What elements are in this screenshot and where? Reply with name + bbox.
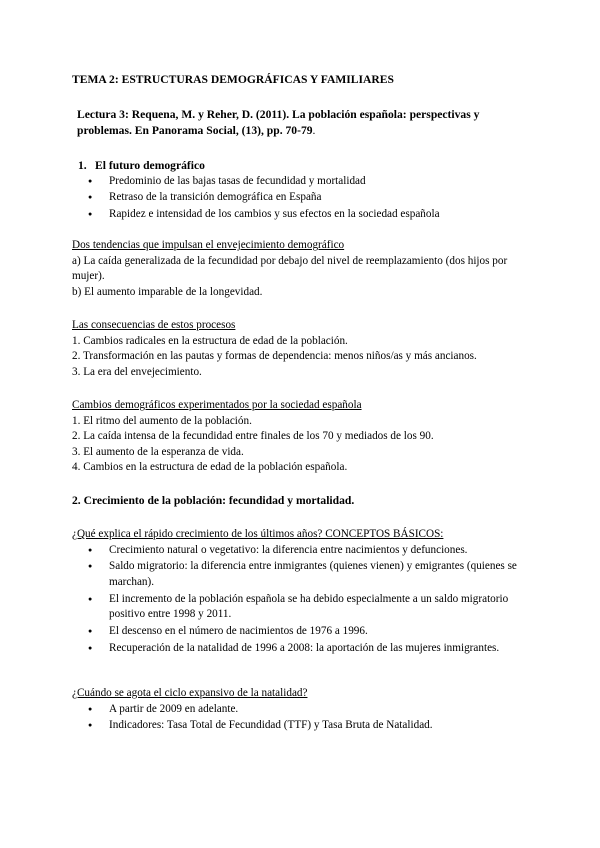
- tendencias-line: b) El aumento imparable de la longevidad.: [72, 285, 263, 298]
- section-1-heading: [72, 158, 532, 174]
- consecuencias-line: 2. Transformación en las pautas y formas de dependencia: menos niños/as y más ancianos.: [72, 350, 477, 363]
- section-1: [72, 158, 532, 224]
- explica-block: [72, 527, 532, 658]
- reading-reference-tail: .: [312, 124, 316, 137]
- list-item: ● Indicadores: Tasa Total de Fecundidad (TTF) y Tasa Bruta de Natalidad.: [72, 718, 532, 734]
- list-item: ● Predominio de las bajas tasas de fecundidad y mortalidad: [72, 174, 532, 190]
- list-item: ● Recuperación de la natalidad de 1996 a 2008: la aportación de las mujeres inmigrantes.: [72, 641, 532, 657]
- cambios-line: 3. El aumento de la esperanza de vida.: [72, 445, 244, 458]
- consecuencias-line: 1. Cambios radicales en la estructura de edad de la población.: [72, 334, 348, 347]
- list-item: ● Retraso de la transición demográfica en España: [72, 190, 532, 206]
- section-1-title: El futuro demográfico: [95, 159, 205, 172]
- tendencias-line: a) La caída generalizada de la fecundidad por debajo del nivel de reemplazamiento (dos hijos por mujer).: [72, 254, 508, 283]
- cambios-block: [72, 398, 532, 476]
- agota-bullets: [72, 702, 532, 734]
- agota-block: [72, 686, 532, 735]
- consecuencias-block: [72, 318, 532, 380]
- explica-heading: ¿Qué explica el rápido crecimiento de los últimos años? CONCEPTOS BÁSICOS:: [72, 528, 444, 540]
- cambios-heading: Cambios demográficos experimentados por la sociedad española: [72, 399, 362, 411]
- list-item: ● Saldo migratorio: la diferencia entre inmigrantes (quienes vienen) y emigrantes (quienes se marchan).: [72, 559, 532, 590]
- explica-bullets: [72, 543, 532, 657]
- section-1-bullets: [72, 174, 532, 223]
- section-1-number: 1.: [78, 159, 87, 172]
- cambios-line: 4. Cambios en la estructura de edad de la población española.: [72, 461, 348, 474]
- document-title: TEMA 2: ESTRUCTURAS DEMOGRÁFICAS Y FAMILIARES: [72, 73, 394, 86]
- cambios-line: 2. La caída intensa de la fecundidad entre finales de los 70 y mediados de los 90.: [72, 430, 434, 443]
- list-item: ● Rapidez e intensidad de los cambios y sus efectos en la sociedad española: [72, 207, 532, 223]
- list-item: ● A partir de 2009 en adelante.: [72, 702, 532, 718]
- reading-reference: [72, 107, 532, 139]
- tendencias-block: [72, 238, 532, 300]
- consecuencias-heading: Las consecuencias de estos procesos: [72, 319, 236, 331]
- list-item: ● El incremento de la población española se ha debido especialmente a un saldo migratorio positivo entre 1998 y 2011.: [72, 592, 532, 623]
- list-item: ● Crecimiento natural o vegetativo: la diferencia entre nacimientos y defunciones.: [72, 543, 532, 559]
- cambios-line: 1. El ritmo del aumento de la población.: [72, 414, 252, 427]
- reading-reference-bold: Lectura 3: Requena, M. y Reher, D. (2011). La población española: perspectivas y problemas. En Panorama Social, (13), pp. 70-79: [77, 108, 480, 137]
- list-item: ● El descenso en el número de nacimientos de 1976 a 1996.: [72, 624, 532, 640]
- section-2-heading: 2. Crecimiento de la población: fecundidad y mortalidad.: [72, 494, 355, 507]
- agota-heading: ¿Cuándo se agota el ciclo expansivo de la natalidad?: [72, 687, 308, 699]
- consecuencias-line: 3. La era del envejecimiento.: [72, 365, 202, 378]
- tendencias-heading: Dos tendencias que impulsan el envejecimiento demográfico: [72, 239, 345, 251]
